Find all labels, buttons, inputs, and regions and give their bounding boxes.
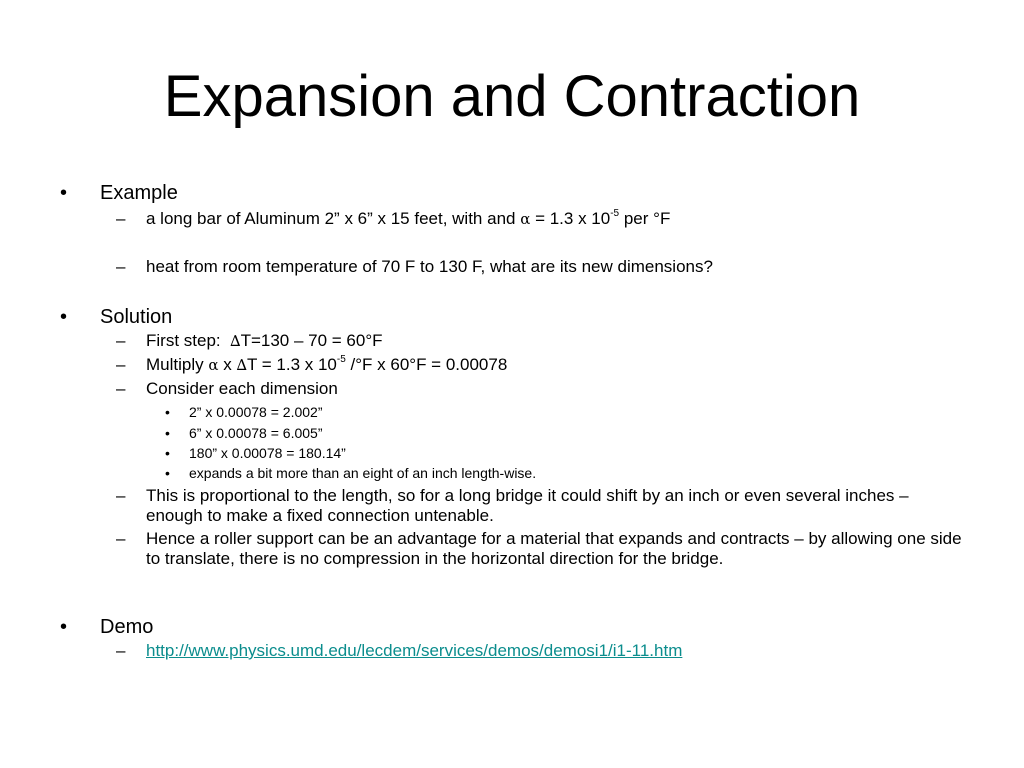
text: x	[218, 355, 237, 374]
solution-heading-item	[60, 305, 173, 329]
bullet: •	[60, 616, 68, 638]
demo-link[interactable]: http://www.physics.umd.edu/lecdem/services/demos/demosi1/i1-11.htm	[146, 641, 683, 660]
bullet: •	[165, 465, 170, 481]
text: Multiply	[146, 355, 209, 374]
exponent: -5	[336, 354, 346, 366]
alpha-symbol: α	[208, 356, 219, 374]
text: Consider each dimension	[146, 379, 338, 398]
demo-heading-item	[60, 615, 154, 639]
example-heading-item	[60, 181, 178, 205]
example-line-1	[116, 208, 671, 229]
dimension-item	[165, 444, 346, 462]
solution-heading: Solution	[100, 306, 173, 328]
dash: –	[116, 257, 126, 276]
text: a long bar of Aluminum 2” x 6” x 15 feet, with and	[146, 209, 521, 228]
dash: –	[116, 529, 126, 548]
text: expands a bit more than an eight of an inch length-wise.	[189, 465, 537, 481]
dash: –	[116, 641, 126, 660]
demo-link-item	[116, 641, 683, 661]
dimension-item	[165, 424, 323, 442]
slide-title: Expansion and Contraction	[163, 64, 861, 129]
solution-consider	[116, 379, 338, 399]
bullet: •	[60, 182, 68, 204]
solution-proportional	[116, 486, 966, 526]
solution-multiply	[116, 354, 508, 375]
bullet: •	[165, 445, 170, 461]
dash: –	[116, 379, 126, 398]
example-heading: Example	[100, 182, 178, 204]
alpha-symbol: α	[520, 210, 531, 228]
dash: –	[116, 355, 126, 374]
solution-step-1	[116, 331, 383, 351]
text: This is proportional to the length, so for a long bridge it could shift by an inch or even several inches – enough to make a fixed connection untenable.	[146, 486, 909, 525]
bullet: •	[165, 404, 170, 420]
text: heat from room temperature of 70 F to 130 F, what are its new dimensions?	[146, 257, 713, 276]
delta-symbol: ∆	[236, 356, 247, 374]
text: 2” x 0.00078 = 2.002”	[189, 404, 323, 420]
text: 180” x 0.00078 = 180.14”	[189, 445, 346, 461]
bullet: •	[165, 425, 170, 441]
dash: –	[116, 331, 126, 350]
text: = 1.3 x 10	[530, 209, 611, 228]
text: per °F	[619, 209, 671, 228]
text: 6” x 0.00078 = 6.005”	[189, 425, 323, 441]
text: T = 1.3 x 10	[246, 355, 337, 374]
bullet: •	[60, 306, 68, 328]
exponent: -5	[610, 208, 620, 220]
text: /°F x 60°F = 0.00078	[345, 355, 508, 374]
text: First step:	[146, 331, 231, 350]
dimension-item	[165, 403, 323, 421]
demo-heading: Demo	[100, 616, 154, 638]
solution-roller	[116, 529, 966, 569]
text: T=130 – 70 = 60°F	[240, 331, 383, 350]
text: Hence a roller support can be an advantage for a material that expands and contracts – by allowing one side to translate, there is no compression in the horizontal direction for the bridge.	[146, 529, 962, 568]
dash: –	[116, 209, 126, 228]
example-line-2	[116, 257, 713, 277]
dash: –	[116, 486, 126, 505]
dimension-item	[165, 464, 537, 482]
delta-symbol: ∆	[230, 332, 241, 350]
